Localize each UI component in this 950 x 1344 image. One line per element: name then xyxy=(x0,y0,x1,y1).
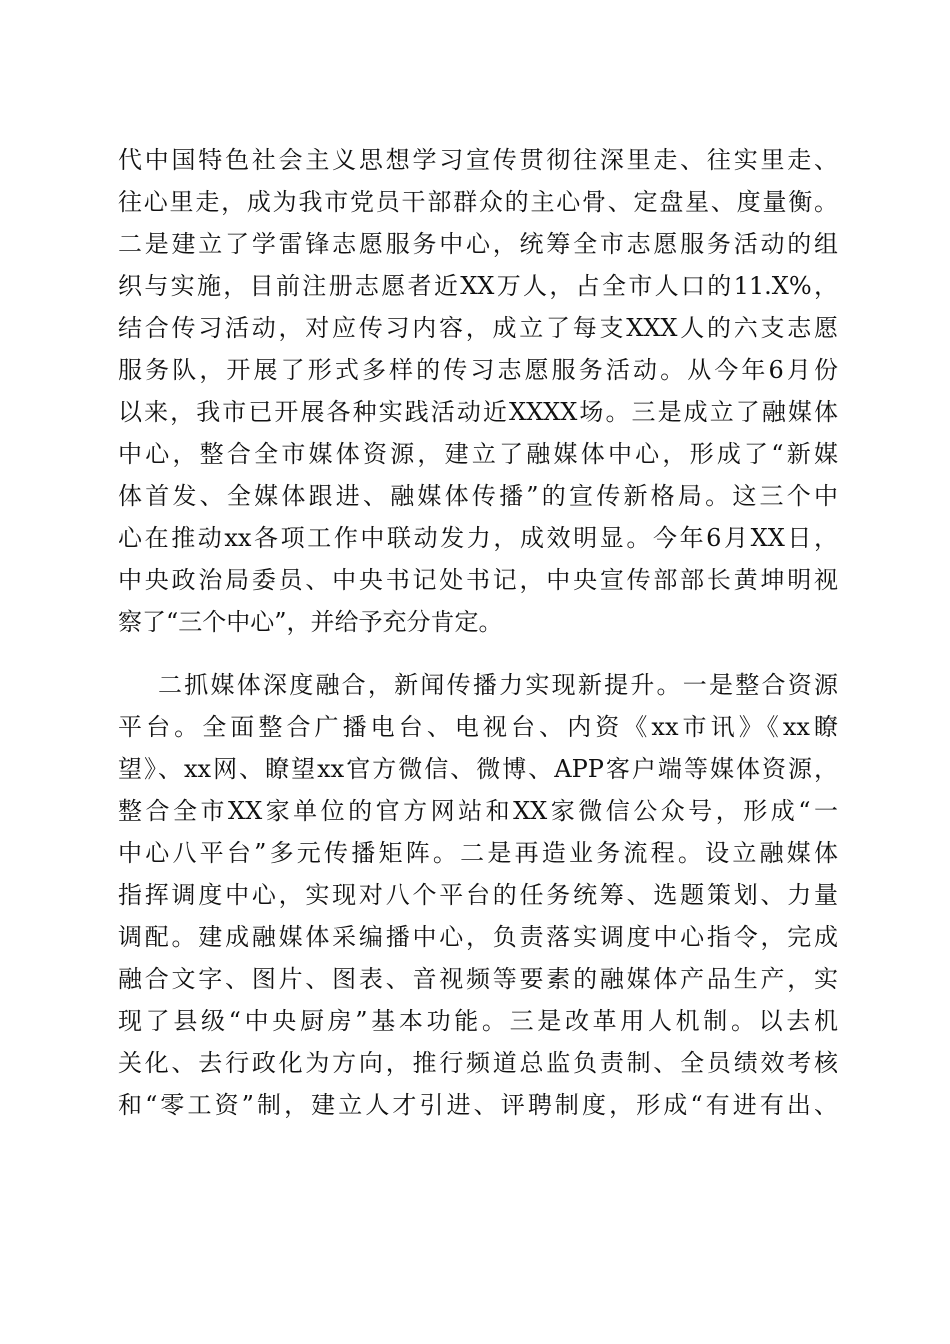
text-line: 二是建立了学雷锋志愿服务中心，统筹全市志愿服务活动的组 xyxy=(118,230,838,258)
text-line: 指挥调度中心，实现对八个平台的任务统筹、选题策划、力量 xyxy=(118,881,838,909)
text-line: 织与实施，目前注册志愿者近XX万人，占全市人口的11.X%， xyxy=(118,272,838,300)
text-line: 服务队，开展了形式多样的传习志愿服务活动。从今年6月份 xyxy=(118,356,838,384)
text-line: 和“零工资”制，建立人才引进、评聘制度，形成“有进有出、 xyxy=(118,1091,838,1119)
text-line: 心在推动xx各项工作中联动发力，成效明显。今年6月XX日， xyxy=(118,524,838,552)
text-line: 整合全市XX家单位的官方网站和XX家微信公众号，形成“一 xyxy=(118,797,838,825)
text-line: 融合文字、图片、图表、音视频等要素的融媒体产品生产，实 xyxy=(118,965,838,993)
text-line: 往心里走，成为我市党员干部群众的主心骨、定盘星、度量衡。 xyxy=(118,188,838,216)
paragraph-first-line: 二抓媒体深度融合，新闻传播力实现新提升。一是整合资源 xyxy=(158,671,838,699)
text-line: 结合传习活动，对应传习内容，成立了每支XXX人的六支志愿 xyxy=(118,314,838,342)
text-line: 望》、xx网、瞭望xx官方微信、微博、APP客户端等媒体资源， xyxy=(118,755,838,783)
text-line: 中心，整合全市媒体资源，建立了融媒体中心，形成了“新媒 xyxy=(118,440,838,468)
text-line: 平台。全面整合广播电台、电视台、内资《xx市讯》《xx瞭 xyxy=(118,713,838,741)
text-line: 察了“三个中心”，并给予充分肯定。 xyxy=(118,608,503,636)
text-line: 体首发、全媒体跟进、融媒体传播”的宣传新格局。这三个中 xyxy=(118,482,838,510)
text-line: 中心八平台”多元传播矩阵。二是再造业务流程。设立融媒体 xyxy=(118,839,838,867)
text-line: 中央政治局委员、中央书记处书记，中央宣传部部长黄坤明视 xyxy=(118,566,838,594)
text-line: 以来，我市已开展各种实践活动近XXXX场。三是成立了融媒体 xyxy=(118,398,838,426)
text-line: 现了县级“中央厨房”基本功能。三是改革用人机制。以去机 xyxy=(118,1007,838,1035)
text-line: 关化、去行政化为方向，推行频道总监负责制、全员绩效考核 xyxy=(118,1049,838,1077)
text-line: 调配。建成融媒体采编播中心，负责落实调度中心指令，完成 xyxy=(118,923,838,951)
text-line: 代中国特色社会主义思想学习宣传贯彻往深里走、往实里走、 xyxy=(118,146,838,174)
